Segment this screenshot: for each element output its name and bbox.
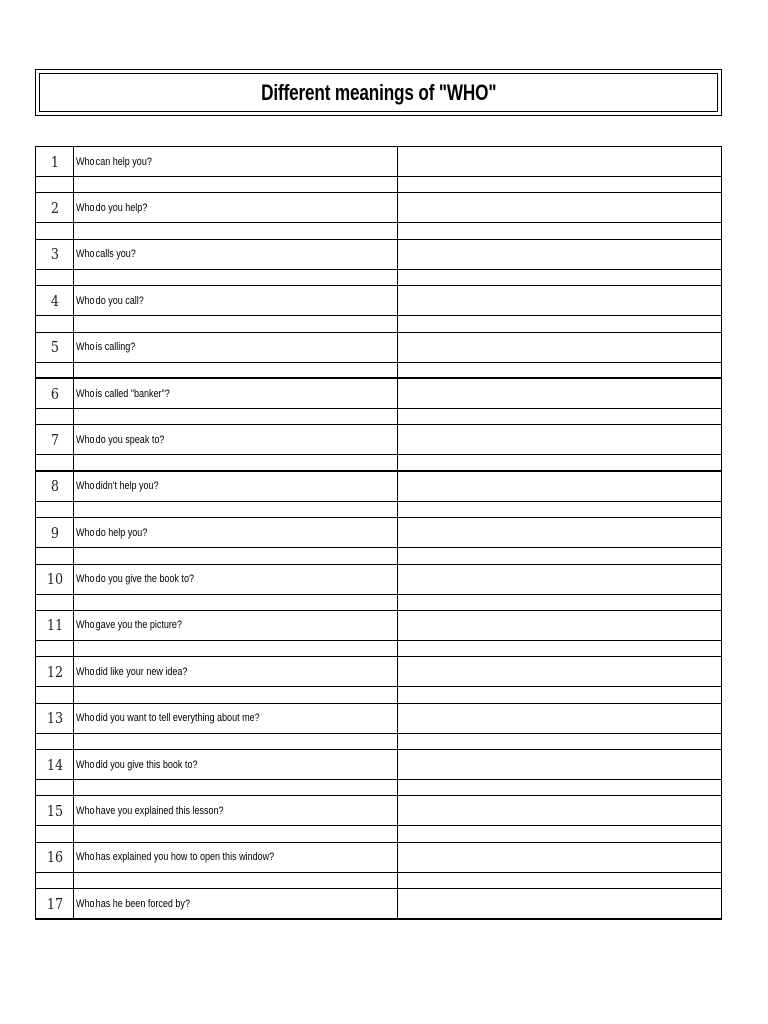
question-rest: do you give the book to? [95, 573, 194, 586]
spacer-cell [36, 594, 74, 610]
spacer-cell [74, 177, 398, 193]
spacer-answer-cell[interactable] [398, 687, 722, 703]
question-text [76, 619, 182, 631]
question-number: 15 [38, 796, 70, 826]
question-rest: has he been forced by? [95, 897, 190, 910]
question-rest: calls you? [95, 248, 136, 261]
spacer-answer-cell[interactable] [398, 455, 722, 471]
question-rest: has explained you how to open this window? [95, 851, 275, 864]
question-number: 12 [38, 657, 70, 687]
answer-cell[interactable] [398, 378, 722, 408]
question-text [76, 341, 135, 353]
question-cell [74, 471, 398, 501]
question-who: Who [76, 387, 95, 400]
answer-cell[interactable] [398, 750, 722, 780]
answer-cell[interactable] [398, 657, 722, 687]
spacer-answer-cell[interactable] [398, 408, 722, 424]
answer-cell[interactable] [398, 471, 722, 501]
question-who: Who [76, 573, 95, 586]
question-who: Who [76, 248, 95, 261]
answer-cell[interactable] [398, 610, 722, 640]
question-row [36, 193, 722, 223]
question-row [36, 657, 722, 687]
questions-table [35, 146, 722, 920]
title-inner-border [39, 73, 718, 112]
question-cell [74, 842, 398, 872]
answer-cell[interactable] [398, 889, 722, 919]
spacer-answer-cell[interactable] [398, 223, 722, 239]
spacer-cell [36, 548, 74, 564]
question-cell [74, 750, 398, 780]
question-text [76, 805, 224, 817]
question-row [36, 518, 722, 548]
question-rest: is calling? [95, 341, 136, 354]
spacer-row [36, 826, 722, 842]
question-number: 3 [38, 239, 70, 269]
question-cell [74, 378, 398, 408]
question-row [36, 750, 722, 780]
spacer-answer-cell[interactable] [398, 501, 722, 517]
question-cell [74, 239, 398, 269]
question-who: Who [76, 851, 95, 864]
question-cell [74, 703, 398, 733]
spacer-row [36, 223, 722, 239]
spacer-row [36, 733, 722, 749]
question-text [76, 202, 147, 214]
spacer-cell [74, 223, 398, 239]
spacer-cell [36, 687, 74, 703]
question-row [36, 239, 722, 269]
question-row [36, 842, 722, 872]
question-row [36, 564, 722, 594]
answer-cell[interactable] [398, 518, 722, 548]
spacer-row [36, 872, 722, 888]
question-number: 7 [38, 425, 70, 455]
spacer-answer-cell[interactable] [398, 177, 722, 193]
question-rest: did you give this book to? [95, 758, 198, 771]
question-row [36, 286, 722, 316]
question-number: 6 [38, 378, 70, 408]
question-rest: didn't help you? [95, 480, 159, 493]
question-number: 8 [38, 471, 70, 501]
spacer-cell [74, 780, 398, 796]
question-number: 9 [38, 518, 70, 548]
spacer-answer-cell[interactable] [398, 826, 722, 842]
spacer-cell [36, 223, 74, 239]
spacer-row [36, 501, 722, 517]
spacer-cell [74, 872, 398, 888]
spacer-cell [74, 501, 398, 517]
question-text [76, 295, 144, 307]
spacer-cell [36, 733, 74, 749]
question-who: Who [76, 712, 95, 725]
spacer-row [36, 177, 722, 193]
question-who: Who [76, 619, 95, 632]
question-row [36, 332, 722, 362]
question-rest: did like your new idea? [95, 665, 188, 678]
answer-cell[interactable] [398, 193, 722, 223]
spacer-row [36, 594, 722, 610]
question-text [76, 898, 190, 910]
spacer-row [36, 316, 722, 332]
page-title: Different meanings of "WHO" [260, 79, 497, 105]
spacer-cell [36, 501, 74, 517]
spacer-answer-cell[interactable] [398, 780, 722, 796]
question-cell [74, 657, 398, 687]
question-cell [74, 889, 398, 919]
spacer-row [36, 455, 722, 471]
question-text [76, 712, 260, 724]
question-text [76, 527, 147, 539]
spacer-cell [74, 362, 398, 378]
question-cell [74, 425, 398, 455]
question-who: Who [76, 201, 95, 214]
question-number: 5 [38, 332, 70, 362]
spacer-answer-cell[interactable] [398, 316, 722, 332]
question-rest: gave you the picture? [95, 619, 182, 632]
question-rest: did you want to tell everything about me? [95, 712, 260, 725]
spacer-row [36, 362, 722, 378]
question-number: 14 [38, 750, 70, 780]
question-number: 2 [38, 193, 70, 223]
question-who: Who [76, 804, 95, 817]
question-text [76, 759, 197, 771]
question-rest: do you speak to? [95, 433, 165, 446]
answer-cell[interactable] [398, 703, 722, 733]
answer-cell[interactable] [398, 332, 722, 362]
question-cell [74, 518, 398, 548]
answer-cell[interactable] [398, 425, 722, 455]
spacer-cell [74, 455, 398, 471]
question-number: 17 [38, 889, 70, 919]
spacer-cell [36, 872, 74, 888]
spacer-row [36, 640, 722, 656]
title-box [35, 69, 722, 116]
spacer-cell [36, 826, 74, 842]
spacer-answer-cell[interactable] [398, 548, 722, 564]
question-cell [74, 147, 398, 177]
question-text [76, 851, 274, 863]
question-cell [74, 332, 398, 362]
spacer-cell [36, 780, 74, 796]
question-rest: is called "banker"? [95, 387, 170, 400]
question-cell [74, 564, 398, 594]
spacer-cell [36, 316, 74, 332]
spacer-answer-cell[interactable] [398, 872, 722, 888]
spacer-cell [74, 316, 398, 332]
spacer-cell [74, 548, 398, 564]
answer-cell[interactable] [398, 564, 722, 594]
question-number: 10 [38, 564, 70, 594]
answer-cell[interactable] [398, 239, 722, 269]
spacer-cell [36, 640, 74, 656]
question-text [76, 666, 187, 678]
question-number: 13 [38, 703, 70, 733]
spacer-cell [74, 826, 398, 842]
question-who: Who [76, 341, 95, 354]
questions-table-body [36, 147, 722, 919]
spacer-row [36, 408, 722, 424]
spacer-cell [36, 177, 74, 193]
question-cell [74, 796, 398, 826]
spacer-row [36, 780, 722, 796]
question-row [36, 378, 722, 408]
question-row [36, 147, 722, 177]
spacer-answer-cell[interactable] [398, 594, 722, 610]
spacer-cell [36, 408, 74, 424]
question-who: Who [76, 433, 95, 446]
question-row [36, 610, 722, 640]
question-number: 1 [38, 147, 70, 177]
spacer-answer-cell[interactable] [398, 269, 722, 285]
spacer-row [36, 269, 722, 285]
answer-cell[interactable] [398, 842, 722, 872]
answer-cell[interactable] [398, 147, 722, 177]
question-who: Who [76, 758, 95, 771]
question-row [36, 796, 722, 826]
question-who: Who [76, 294, 95, 307]
question-who: Who [76, 665, 95, 678]
question-number: 16 [38, 842, 70, 872]
question-text [76, 573, 194, 585]
spacer-cell [74, 733, 398, 749]
question-row [36, 703, 722, 733]
spacer-cell [74, 269, 398, 285]
question-text [76, 156, 152, 168]
question-who: Who [76, 897, 95, 910]
answer-cell[interactable] [398, 796, 722, 826]
question-text [76, 480, 159, 492]
question-who: Who [76, 480, 95, 493]
question-cell [74, 286, 398, 316]
question-cell [74, 193, 398, 223]
question-rest: have you explained this lesson? [95, 804, 224, 817]
question-cell [74, 610, 398, 640]
spacer-cell [74, 640, 398, 656]
spacer-cell [36, 269, 74, 285]
question-row [36, 889, 722, 919]
answer-cell[interactable] [398, 286, 722, 316]
question-text [76, 434, 164, 446]
spacer-row [36, 548, 722, 564]
question-rest: do you help? [95, 201, 148, 214]
question-rest: do you call? [95, 294, 144, 307]
spacer-cell [74, 594, 398, 610]
question-who: Who [76, 526, 95, 539]
spacer-cell [74, 408, 398, 424]
question-text [76, 248, 136, 260]
question-rest: can help you? [95, 155, 152, 168]
spacer-answer-cell[interactable] [398, 362, 722, 378]
spacer-cell [74, 687, 398, 703]
spacer-cell [36, 455, 74, 471]
spacer-cell [36, 362, 74, 378]
question-who: Who [76, 155, 95, 168]
question-text [76, 388, 170, 400]
question-row [36, 471, 722, 501]
spacer-answer-cell[interactable] [398, 733, 722, 749]
question-number: 4 [38, 286, 70, 316]
spacer-answer-cell[interactable] [398, 640, 722, 656]
question-number: 11 [38, 610, 70, 640]
question-rest: do help you? [95, 526, 148, 539]
spacer-row [36, 687, 722, 703]
question-row [36, 425, 722, 455]
